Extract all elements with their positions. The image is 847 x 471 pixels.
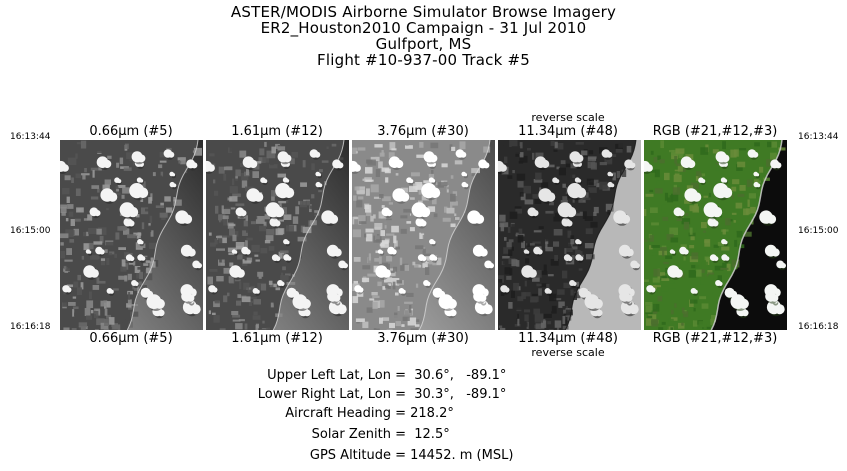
panel-label-bottom-2: 1.61µm (#12): [231, 331, 323, 346]
zenith-label: Solar Zenith =: [311, 427, 406, 442]
title-line-4: Flight #10-937-00 Track #5: [317, 51, 530, 69]
aircraft-heading: [230, 407, 620, 421]
heading-value: 218.2°: [406, 406, 454, 421]
panel-label-top-2: 1.61µm (#12): [231, 124, 323, 139]
lower-right-value: 30.3°, -89.1°: [406, 387, 507, 402]
panel-label-top-4: 11.34µm (#48): [518, 124, 618, 139]
panel-label-bottom-3: 3.76µm (#30): [377, 331, 469, 346]
image-panel-3-76um: [352, 140, 495, 330]
title-line-2: ER2_Houston2010 Campaign - 31 Jul 2010: [260, 19, 587, 37]
title-line-1: ASTER/MODIS Airborne Simulator Browse Imagery: [230, 3, 617, 21]
image-panel-1-61um: [206, 140, 349, 330]
time-end-right: 16:16:18: [798, 322, 839, 332]
panel-label-top-5: RGB (#21,#12,#3): [652, 124, 778, 139]
time-start-left: 16:13:44: [10, 132, 51, 142]
image-panel-rgb: [644, 140, 787, 330]
image-panel-11-34um: [498, 140, 641, 330]
panel-label-bottom-1: 0.66µm (#5): [89, 331, 173, 346]
reverse-scale-top: reverse scale: [531, 111, 605, 124]
altitude-label: GPS Altitude =: [309, 448, 406, 463]
panel-label-top-1: 0.66µm (#5): [89, 124, 173, 139]
upper-left-coords: [230, 369, 620, 383]
solar-zenith: [230, 428, 620, 442]
lower-right-coords: [230, 388, 620, 402]
gps-altitude: [230, 449, 620, 463]
time-mid-left: 16:15:00: [10, 226, 51, 236]
zenith-value: 12.5°: [406, 427, 450, 442]
time-mid-right: 16:15:00: [798, 226, 839, 236]
image-panel-0-66um: [60, 140, 203, 330]
reverse-scale-bottom: reverse scale: [531, 346, 605, 359]
altitude-value: 14452. m (MSL): [406, 448, 514, 463]
upper-left-label: Upper Left Lat, Lon =: [267, 368, 406, 383]
lower-right-label: Lower Right Lat, Lon =: [257, 387, 406, 402]
heading-label: Aircraft Heading =: [285, 406, 406, 421]
time-end-left: 16:16:18: [10, 322, 51, 332]
panel-label-top-3: 3.76µm (#30): [377, 124, 469, 139]
time-start-right: 16:13:44: [798, 132, 839, 142]
upper-left-value: 30.6°, -89.1°: [406, 368, 507, 383]
panel-label-bottom-5: RGB (#21,#12,#3): [652, 331, 778, 346]
panel-label-bottom-4: 11.34µm (#48): [518, 331, 618, 346]
title-line-3: Gulfport, MS: [375, 35, 472, 53]
